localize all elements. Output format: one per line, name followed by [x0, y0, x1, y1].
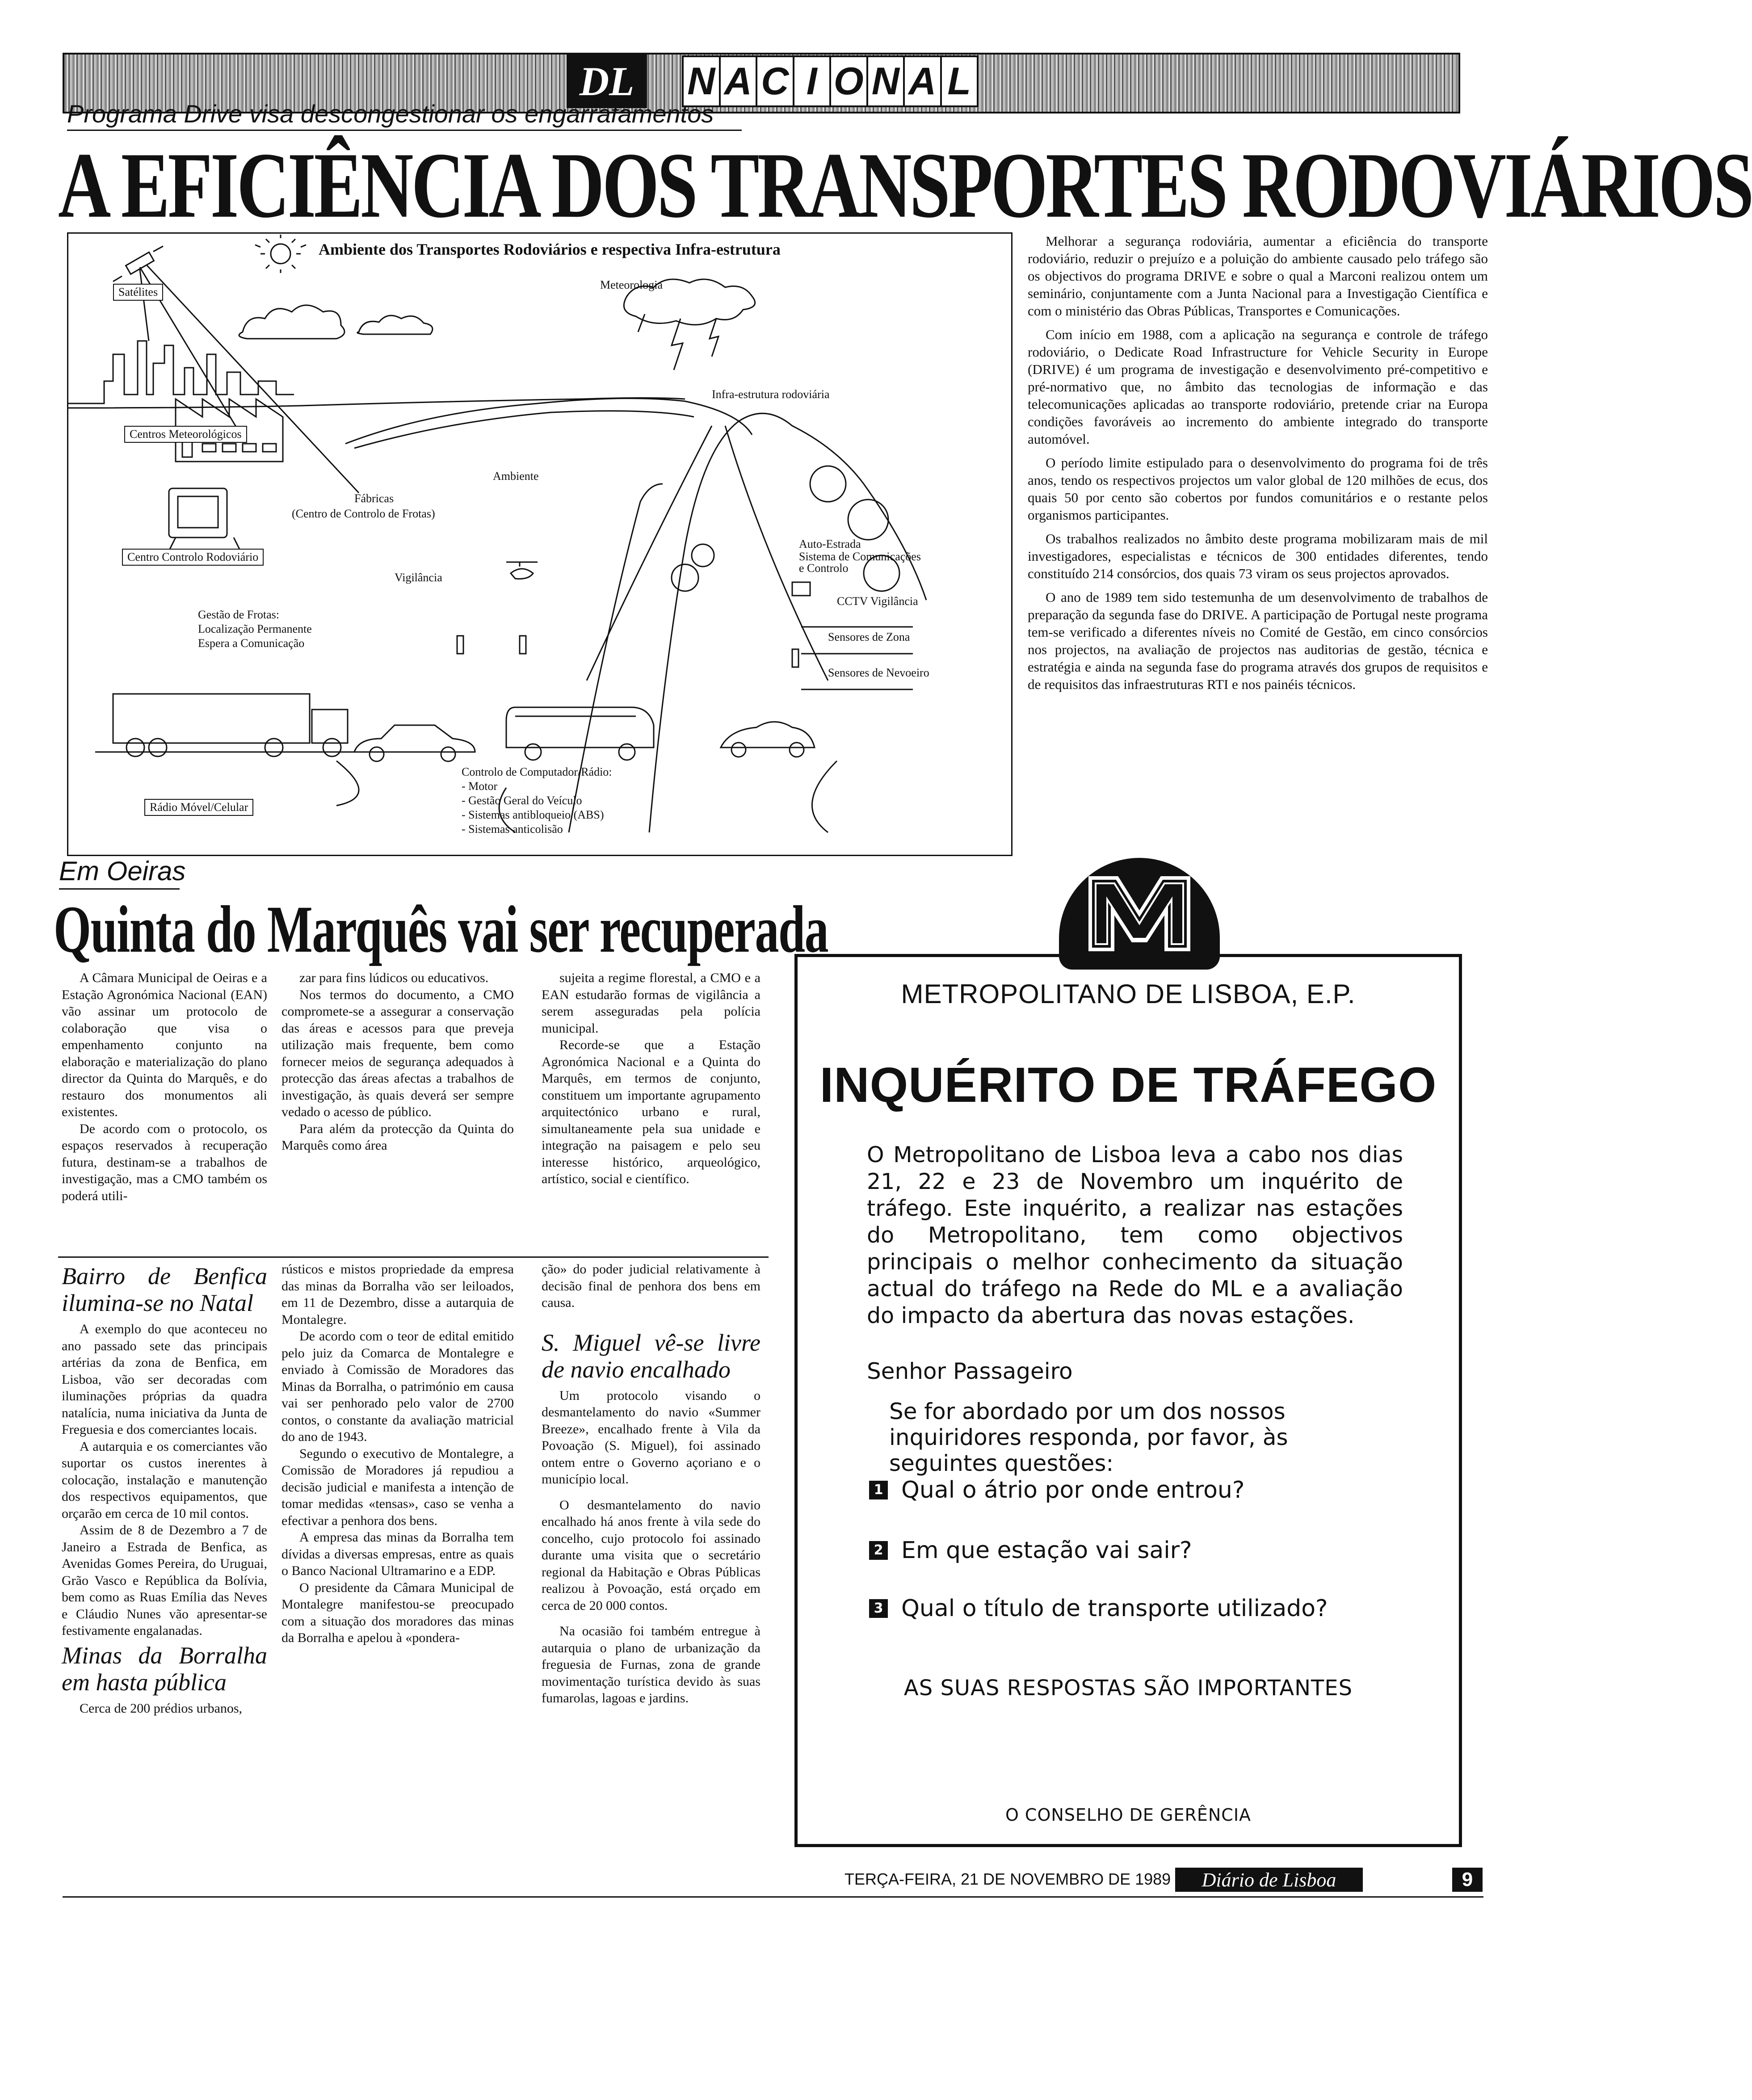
question-text: Qual o título de transporte utilizado? — [901, 1595, 1328, 1622]
label-meteorology: Meteorologia — [600, 278, 663, 291]
label-mobile-radio: Rádio Móvel/Celular — [144, 799, 253, 816]
label-comm-system: Sistema de Comunicações — [799, 550, 921, 563]
label-cctv: CCTV Vigilância — [837, 595, 918, 608]
label-cc-item: - Sistemas anticolisão — [462, 823, 563, 836]
label-fog-sensors: Sensores de Nevoeiro — [828, 666, 929, 679]
label-cc-item: - Gestão Geral do Veículo — [462, 794, 582, 807]
section-letter: I — [793, 55, 832, 107]
paragraph: Com início em 1988, com a aplicação na segurança e controle de tráfego rodoviário, o Dedicate Road Infrastructure for Vehicle Security in Europe (DRIVE) é um programa de investigação e desenvolvimento pré-competitivo e pré-normativo que, no âmbito das tecnologias de informação e das telecomunicações aplicadas ao transporte rodoviário, pretende criar na Europa condições favoráveis ao incremento do ambiente integrado do transporte automóvel. — [1028, 327, 1488, 447]
oeiras-kicker: Em Oeiras — [59, 856, 186, 886]
section-letter: A — [719, 55, 758, 107]
paragraph: A autarquia e os comerciantes vão suportar os custos inerentes à colocação, instalação e manutenção dos respectivos equipamentos, que orçarão em cerca de 10 mil contos. — [62, 1439, 267, 1521]
section-letter: C — [756, 55, 794, 107]
column-rule — [58, 1256, 769, 1258]
drive-article-body — [1028, 232, 1488, 699]
transport-diagram — [67, 232, 1013, 856]
paragraph: O ano de 1989 tem sido testemunha de um desenvolvimento de trabalhos de preparação da segunda fase do DRIVE. A participação de Portugal neste programa tem-se verificado a diferentes níveis no Comité de Gestão, em cinco consórcios nos projectos, na avaliação de projectos nas auditorias de gestão, técnica e estratégia e ainda na segunda fase do programa através dos grupos de requisitos e de requisitos das infraestruturas RTI e nos painéis técnicos. — [1028, 589, 1488, 692]
label-comm-system-2: e Controlo — [799, 562, 849, 575]
paragraph: O presidente da Câmara Municipal de Montalegre manifestou-se preocupado com a situação dos moradores das minas da Borralha e apelou à «pondera- — [281, 1580, 514, 1645]
question-text: Qual o átrio por onde entrou? — [901, 1477, 1245, 1504]
paragraph: Nos termos do documento, a CMO compromete-se a assegurar a conservação das áreas e acessos para que preveja utilização mais frequente, bem como fornecer meios de segurança adequados à protecção das áreas afectas a trabalhos de investigação, às quais deverá ser sempre vedado o acesso de público. — [281, 987, 514, 1119]
label-zone-sensors: Sensores de Zona — [828, 630, 910, 643]
helicopter-icon — [506, 562, 538, 579]
ad-salutation: Senhor Passageiro — [867, 1358, 1073, 1384]
borralha-headline: Minas da Borralha em hasta pública — [62, 1642, 267, 1696]
footer-rule — [63, 1896, 1483, 1898]
oeiras-column-3 — [542, 970, 760, 1188]
paragraph: sujeita a regime florestal, a CMO e a EAN estudarão formas de vigilância a serem asseguradas pela polícia municipal. — [542, 970, 760, 1036]
question-number: 3 — [869, 1599, 888, 1618]
smiguel-headline: S. Miguel vê-se livre de navio encalhado — [542, 1329, 760, 1383]
paragraph: Melhorar a segurança rodoviária, aumentar a eficiência do transporte rodoviário, reduzir o prejuízo e a poluição do ambiente causado pelo tráfego são os objectivos do programa DRIVE e sobre o qual a Marconi realizou ontem um seminário, conjuntamente com a Junta Nacional para a Investigação Científica e com o ministério das Obras Públicas, Transportes e Comunicações. — [1028, 233, 1488, 319]
paragraph: Na ocasião foi também entregue à autarquia o plano de urbanização da freguesia de Furnas, zona de grande movimentação turística devido às suas fumarolas, lagoas e jardins. — [542, 1624, 760, 1705]
ad-prompt: Se for abordado por um dos nossos inquiridores responda, por favor, às seguintes questões: — [889, 1399, 1288, 1476]
ad-important: AS SUAS RESPOSTAS SÃO IMPORTANTES — [903, 1676, 1353, 1701]
bus-icon — [506, 707, 654, 760]
newspaper-logo: DL — [567, 55, 647, 108]
oeiras-column-2 — [281, 970, 514, 1154]
label-fleet-control: (Centro de Controlo de Frotas) — [292, 507, 435, 520]
ad-title: INQUÉRITO DE TRÁFEGO — [819, 1058, 1437, 1113]
label-fleet-mgmt-item: Localização Permanente — [198, 622, 312, 635]
truck-icon — [95, 694, 354, 756]
paragraph: A exemplo do que aconteceu no ano passado sete das principais artérias da zona de Benfica, em Lisboa, vão ser decoradas com iluminações próprias da quadra natalícia, numa iniciativa da Junta de Freguesia e dos comerciantes locais. — [62, 1322, 267, 1437]
paragraph: O período limite estipulado para o desenvolvimento do programa foi de três anos, tendo os respectivos projectos um valor global de 120 milhões de ecus, dos quais 50 por cento são cobertos por fundos comunitários e o restante pelos organismos participantes. — [1028, 455, 1488, 523]
ad-question — [869, 1537, 1192, 1564]
paragraph: Para além da protecção da Quinta do Marquês como área — [281, 1121, 514, 1153]
paragraph: zar para fins lúdicos ou educativos. — [299, 970, 489, 985]
satellite-icon — [113, 246, 163, 281]
kicker-rule — [59, 888, 180, 890]
oeiras-column-1 — [62, 970, 267, 1204]
label-cc-item: - Sistemas antibloqueio (ABS) — [462, 808, 604, 821]
paragraph: O desmantelamento do navio encalhado há anos frente à vila sede do concelho, cujo protocolo foi assinado durante uma visita que o secretário regional da Habitação e Obras Públicas realizou à Povoação, está orçado em cerca de 20 000 contos. — [542, 1497, 760, 1613]
article-kicker: Programa Drive visa descongestionar os engarrafamentos — [67, 100, 714, 128]
label-fleet-mgmt: Gestão de Frotas: — [198, 608, 279, 621]
paragraph: A Câmara Municipal de Oeiras e a Estação Agronómica Nacional (EAN) vão assinar um protocolo de colaboração que visa o empenhamento conjunto na elaboração e materialização do plano director da Quinta do Marquês, e do restauro dos monumentos ali existentes. — [62, 970, 267, 1119]
page-number: 9 — [1452, 1868, 1483, 1892]
diagram-illustration — [68, 234, 1011, 855]
label-motorway: Auto-Estrada — [799, 538, 861, 550]
paragraph: Um protocolo visando o desmantelamento do navio «Summer Breeze», encalhado frente à Vila da Povoação (S. Miguel), foi assinado ontem entre o Governo açoriano e o município local. — [542, 1388, 760, 1487]
paragraph: rústicos e mistos propriedade da empresa das minas da Borralha vão ser leiloados, em 11 de Dezembro, disse a autarquia de Montalegre. — [281, 1262, 514, 1327]
section-letter: L — [940, 55, 979, 107]
paragraph: A empresa das minas da Borralha tem dívidas a diversas empresas, entre as quais o Banco Nacional Ultramarino e a EDP. — [281, 1530, 514, 1578]
paragraph: Assim de 8 de Dezembro a 7 de Janeiro a Estrada de Benfica, as Avenidas Gomes Pereira, do Uruguai, Grão Vasco e República da Bolívia, bem como as Ruas Emília das Neves e Cláudio Nunes vão apresentar-se festivamente engalanadas. — [62, 1523, 267, 1638]
benfica-article — [62, 1261, 267, 1717]
ad-body: O Metropolitano de Lisboa leva a cabo nos dias 21, 22 e 23 de Novembro um inquérito de tráfego. Este inquérito, a realizar nas estações do Metropolitano, tem como objectivos principais o melhor conhecimento da situação actual do tráfego na Rede do ML e a avaliação do impacto da abertura das novas estações. — [867, 1142, 1403, 1328]
article-headline: A EFICIÊNCIA DOS TRANSPORTES RODOVIÁRIOS — [58, 134, 1752, 237]
diagram-title: Ambiente dos Transportes Rodoviários e respectiva Infra-estrutura — [319, 240, 781, 258]
ad-organization: METROPOLITANO DE LISBOA, E.P. — [901, 979, 1356, 1009]
paragraph: Recorde-se que a Estação Agronómica Nacional e a Quinta do Marquês, em termos de conjunto, constituem um importante agrupamento arquitectónico urbano e rural, simultaneamente pela sua unidade e integração na paisagem e pelo seu interesse histórico, arqueológico, artístico, social e científico. — [542, 1037, 760, 1186]
label-cc-item: - Motor — [462, 780, 498, 793]
label-satellites: Satélites — [113, 284, 163, 301]
borralha-article — [281, 1261, 514, 1646]
label-road-control: Centro Controlo Rodoviário — [122, 549, 264, 566]
label-surveillance: Vigilância — [395, 571, 442, 584]
question-number: 1 — [869, 1481, 888, 1499]
smiguel-article — [542, 1261, 760, 1707]
section-letter: A — [903, 55, 942, 107]
paragraph: Os trabalhos realizados no âmbito deste programa mobilizaram mais de mil investigadores, especialistas e técnicos de 300 entidades diferentes, tendo constituído 214 consórcios, dos quais 73 viram os seus projectos aprovados. — [1028, 531, 1488, 581]
question-number: 2 — [869, 1541, 888, 1560]
section-letter: N — [866, 55, 905, 107]
footer-date: TERÇA-FEIRA, 21 DE NOVEMBRO DE 1989 — [844, 1870, 1171, 1888]
paragraph: De acordo com o teor de edital emitido pelo juiz da Comarca de Montalegre e enviado à Comissão de Moradores das Minas da Borralha, o património em causa vai ser penhorado pelo valor de 2700 contos, o constante da avaliação matricial do ano de 1943. — [281, 1329, 514, 1444]
ad-question — [869, 1477, 1244, 1504]
paragraph: Cerca de 200 prédios urbanos, — [80, 1701, 243, 1716]
paragraph: ção» do poder judicial relativamente à decisão final de penhora dos bens em causa. — [542, 1262, 760, 1310]
label-road-infrastructure: Infra-estrutura rodoviária — [712, 388, 830, 401]
label-fleet-mgmt-item: Espera a Comunicação — [198, 637, 305, 650]
kicker-rule — [67, 130, 742, 131]
metro-m-icon — [1086, 874, 1193, 954]
label-weather-centres: Centros Meteorológicos — [124, 426, 247, 443]
section-title — [684, 55, 979, 107]
sun-icon — [271, 244, 290, 264]
paragraph: De acordo com o protocolo, os espaços reservados à recuperação futura, destinam-se a trabalhos de investigação, mas a CMO também os poderá utili- — [62, 1121, 267, 1203]
label-environment: Ambiente — [493, 470, 539, 483]
footer-newspaper-name: Diário de Lisboa — [1175, 1868, 1363, 1892]
ad-signature: O CONSELHO DE GERÊNCIA — [1005, 1805, 1252, 1825]
section-letter: N — [682, 55, 721, 107]
oeiras-headline: Quinta do Marquês vai ser recuperada — [54, 892, 828, 966]
car-icon — [354, 725, 475, 761]
paragraph: Segundo o executivo de Montalegre, a Comissão de Moradores já repudiou a decisão judicial e manifesta a intenção de tomar medidas «tensas», caso se venha a efectivar a penhora dos bens. — [281, 1446, 514, 1528]
sports-car-icon — [721, 722, 815, 757]
label-computer-control: Controlo de Computador/Rádio: — [462, 765, 612, 778]
question-text: Em que estação vai sair? — [901, 1537, 1192, 1564]
label-factories: Fábricas — [354, 492, 394, 505]
ad-question — [869, 1595, 1328, 1622]
benfica-headline: Bairro de Benfica ilumina-se no Natal — [62, 1263, 267, 1316]
section-letter: O — [829, 55, 868, 107]
